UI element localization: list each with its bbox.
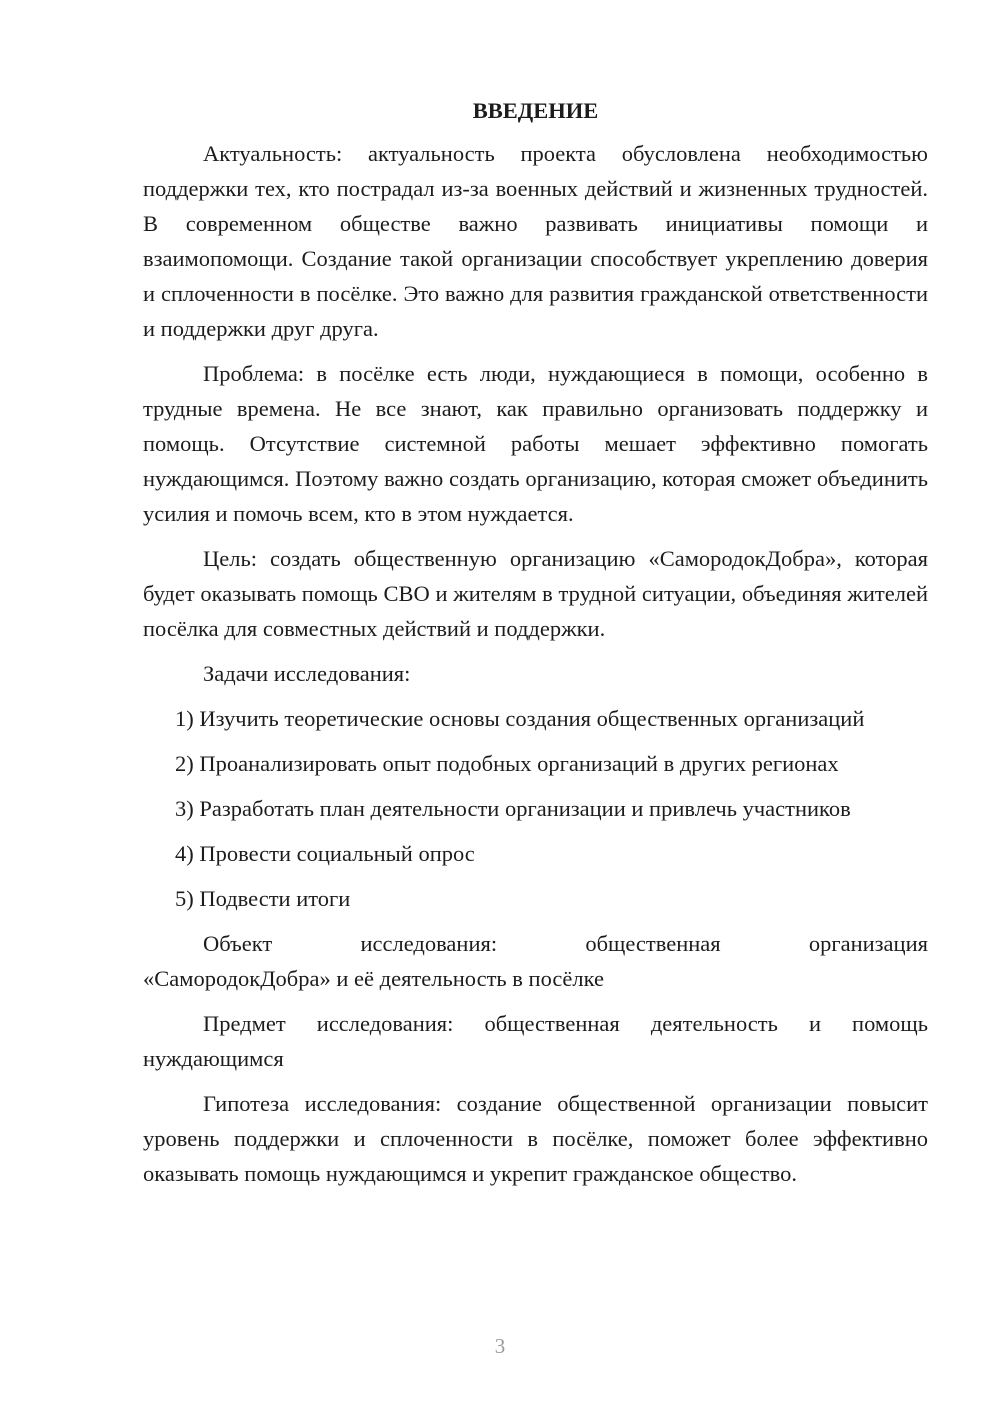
object-second-line: «СамородокДобра» и её деятельность в посёлке	[143, 966, 604, 991]
hypothesis-paragraph: Гипотеза исследования: создание общественной организации повысит уровень поддержки и сплоченности в посёлке, поможет более эффективно оказывать помощь нуждающимся и укрепит гражданское общество.	[143, 1091, 928, 1186]
object-word-4: организация	[808, 931, 928, 956]
object-word-2: исследования:	[360, 931, 498, 956]
task-item-2: 2) Проанализировать опыт подобных организаций в других регионах	[175, 751, 839, 776]
subject-paragraph: Предмет исследования: общественная деятельность и помощь нуждающимся	[143, 1011, 928, 1071]
document-body	[143, 96, 928, 1201]
task-item-1: 1) Изучить теоретические основы создания общественных организаций	[175, 706, 865, 731]
object-first-line	[143, 926, 928, 961]
problem-paragraph: Проблема: в посёлке есть люди, нуждающиеся в помощи, особенно в трудные времена. Не все знают, как правильно организовать поддержку и помощь. Отсутствие системной работы мешает эффективно помогать нуждающимся. Поэтому важно создать организацию, которая сможет объединить усилия и помочь всем, кто в этом нуждается.	[143, 361, 928, 526]
goal-paragraph: Цель: создать общественную организацию «СамородокДобра», которая будет оказывать помощь СВО и жителям в трудной ситуации, объединяя жителей посёлка для совместных действий и поддержки.	[143, 546, 928, 641]
section-heading: ВВЕДЕНИЕ	[472, 98, 599, 123]
object-word-3: общественная	[585, 931, 721, 956]
task-item-4: 4) Провести социальный опрос	[175, 841, 475, 866]
task-item-5: 5) Подвести итоги	[175, 886, 351, 911]
object-word-1: Объект	[203, 931, 273, 956]
tasks-intro: Задачи исследования:	[203, 661, 411, 686]
object-paragraph	[143, 926, 928, 996]
task-item-3: 3) Разработать план деятельности организации и привлечь участников	[175, 796, 851, 821]
relevance-paragraph: Актуальность: актуальность проекта обусловлена необходимостью поддержки тех, кто пострадал из-за военных действий и жизненных трудностей. В современном обществе важно развивать инициативы помощи и взаимопомощи. Создание такой организации способствует укреплению доверия и сплоченности в посёлке. Это важно для развития гражданской ответственности и поддержки друг друга.	[143, 141, 928, 341]
page-number: 3	[494, 1334, 506, 1358]
